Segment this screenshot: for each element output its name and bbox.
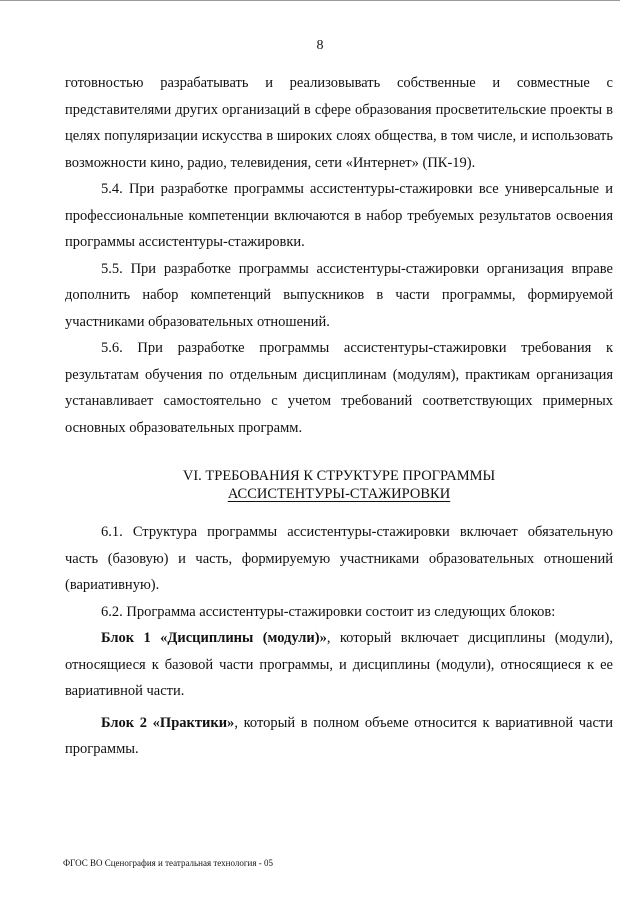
- document-body: [65, 70, 613, 763]
- top-rule: [0, 0, 620, 1]
- paragraph-block-1: [65, 625, 613, 705]
- paragraph-block-2: [65, 710, 613, 763]
- section-heading: [65, 467, 613, 503]
- paragraph-competence-continuation: готовностью разрабатывать и реализовывать собственные и совместные с представителями других организаций в сфере образования просветительские проекты в целях популяризации искусства в широких слоях общества, в том числе, и использовать возможности кино, радио, телевидения, сети «Интернет» (ПК-19).: [65, 75, 613, 171]
- document-footer: ФГОС ВО Сценография и театральная технология - 05: [63, 858, 273, 868]
- paragraph-5-5: 5.5. При разработке программы ассистентуры-стажировки организация вправе дополнить набор компетенций выпускников в части программы, формируемой участниками образовательных отношений.: [65, 260, 613, 330]
- block-2-title: Блок 2 «Практики»: [101, 714, 235, 731]
- section-heading-line2: АССИСТЕНТУРЫ-СТАЖИРОВКИ: [227, 486, 451, 502]
- block-1-title: Блок 1 «Дисциплины (модули)»: [101, 630, 327, 646]
- section-heading-line1: VI. ТРЕБОВАНИЯ К СТРУКТУРЕ ПРОГРАММЫ: [182, 468, 496, 484]
- paragraph-6-2: 6.2. Программа ассистентуры-стажировки состоит из следующих блоков:: [101, 603, 556, 620]
- block-2-text: , который в полном объеме относится к вариативной части программы.: [65, 714, 613, 757]
- block-1-text: , который включает дисциплины (модули), относящиеся к базовой части программы, и дисциплины (модули), относящиеся к ее вариативной части.: [65, 630, 613, 699]
- paragraph-5-4: 5.4. При разработке программы ассистентуры-стажировки все универсальные и профессиональные компетенции включаются в набор требуемых результатов освоения программы ассистентуры-стажировки.: [65, 181, 613, 250]
- paragraph-6-1: 6.1. Структура программы ассистентуры-стажировки включает обязательную часть (базовую) и часть, формируемую участниками образовательных отношений (вариативную).: [65, 524, 613, 593]
- paragraph-5-6: 5.6. При разработке программы ассистентуры-стажировки требования к результатам обучения по отдельным дисциплинам (модулям), практикам организация устанавливает самостоятельно с учетом требований соответствующих примерных основных образовательных программ.: [65, 340, 613, 436]
- page-number: 8: [316, 38, 324, 53]
